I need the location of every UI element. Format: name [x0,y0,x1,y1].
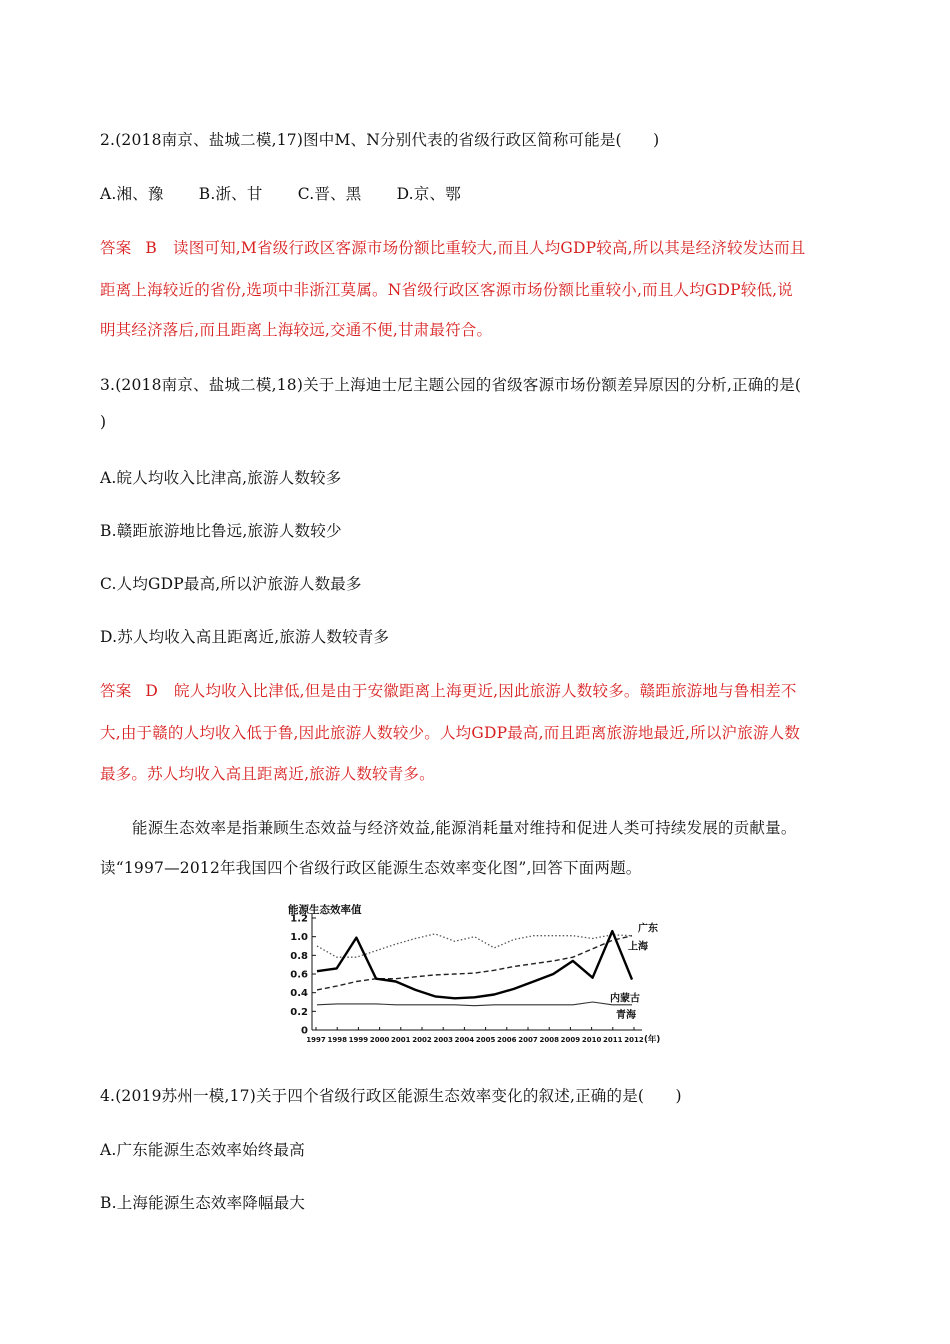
x-tick-label: 2008 [539,1036,559,1044]
q2-answer-label: 答案 [100,239,132,257]
energy-efficiency-line-chart [282,900,672,1062]
x-tick-label: 2009 [560,1036,581,1044]
intro-line-1: 能源生态效率是指兼顾生态效益与经济效益,能源消耗量对维持和促进人类可持续发展的贡献量。 [132,819,797,837]
q2-option-d: D.京、鄂 [396,185,461,203]
q3-explanation-2: 大,由于赣的人均收入低于鲁,因此旅游人数较少。人均GDP最高,而且距离旅游地最近,所以沪旅游人数 [100,724,801,742]
y-tick-label: 0.4 [290,988,308,1000]
series-label-内蒙古: 内蒙古 [610,993,640,1005]
q3-option-c: C.人均GDP最高,所以沪旅游人数最多 [100,575,362,593]
x-axis-label: (年) [644,1035,661,1045]
x-tick-label: 2001 [391,1036,411,1044]
series-label-上海: 上海 [628,941,648,953]
q2-answer-letter: B [145,239,157,257]
q2-explanation-2: 距离上海较近的省份,选项中非浙江莫属。N省级行政区客源市场份额比重较小,而且人均GDP较低,说 [100,281,793,299]
series-line-内蒙古 [317,931,632,998]
series-line-青海 [317,1002,632,1006]
q3-stem-2: ) [100,413,107,431]
x-tick-label: 2011 [603,1036,623,1044]
x-tick-label: 2012 [624,1036,644,1044]
x-tick-label: 2000 [369,1036,390,1044]
q3-explanation-3: 最多。苏人均收入高且距离近,旅游人数较青多。 [100,765,435,783]
intro-line-2: 读“1997—2012年我国四个省级行政区能源生态效率变化图”,回答下面两题。 [100,859,642,877]
x-tick-label: 1998 [327,1036,347,1044]
q2-stem: 2.(2018南京、盐城二模,17)图中M、N分别代表的省级行政区简称可能是( ) [100,131,660,149]
q2-option-a: A.湘、豫 [100,185,164,203]
x-tick-label: 2005 [475,1036,496,1044]
y-tick-label: 0.2 [290,1006,308,1018]
y-tick-label: 0.6 [290,969,308,981]
x-tick-label: 2002 [412,1036,432,1044]
q3-answer-line-1 [100,679,797,701]
q4-option-a: A.广东能源生态效率始终最高 [100,1141,305,1159]
x-tick-label: 1999 [348,1036,369,1044]
q3-answer-letter: D [145,682,159,700]
y-tick-label: 0 [301,1025,308,1037]
q2-explanation-1: 读图可知,M省级行政区客源市场份额比重较大,而且人均GDP较高,所以其是经济较发达而且 [173,239,806,257]
q3-option-b: B.赣距旅游地比鲁远,旅游人数较少 [100,522,342,540]
x-tick-label: 2007 [518,1036,538,1044]
x-tick-label: 2010 [581,1036,602,1044]
q2-option-b: B.浙、甘 [198,185,263,203]
q2-answer-line-1 [100,236,806,258]
x-tick-label: 2006 [497,1036,517,1044]
q3-stem-1: 3.(2018南京、盐城二模,18)关于上海迪士尼主题公园的省级客源市场份额差异原因的分析,正确的是( [100,376,802,394]
y-tick-label: 0.8 [290,950,308,962]
q3-answer-label: 答案 [100,682,132,700]
series-label-青海: 青海 [616,1009,636,1021]
q2-option-c: C.晋、黑 [297,185,362,203]
x-tick-label: 2004 [454,1036,475,1044]
q4-stem: 4.(2019苏州一模,17)关于四个省级行政区能源生态效率变化的叙述,正确的是( ) [100,1087,682,1105]
y-tick-label: 1.0 [290,932,308,944]
q4-option-b: B.上海能源生态效率降幅最大 [100,1194,306,1212]
series-line-上海 [317,936,632,990]
q3-option-a: A.皖人均收入比津高,旅游人数较多 [100,469,342,487]
x-tick-label: 2003 [433,1036,453,1044]
q2-explanation-3: 明其经济落后,而且距离上海较远,交通不便,甘肃最符合。 [100,321,493,339]
y-tick-label: 1.2 [290,913,308,925]
q3-option-d: D.苏人均收入高且距离近,旅游人数较青多 [100,628,390,646]
x-tick-label: 1997 [306,1036,326,1044]
y-axis-label: 能源生态效率值 [288,904,362,916]
q2-options [100,182,491,204]
series-label-广东: 广东 [638,923,658,935]
q3-explanation-1: 皖人均收入比津低,但是由于安徽距离上海更近,因此旅游人数较多。赣距旅游地与鲁相差不 [174,682,797,700]
